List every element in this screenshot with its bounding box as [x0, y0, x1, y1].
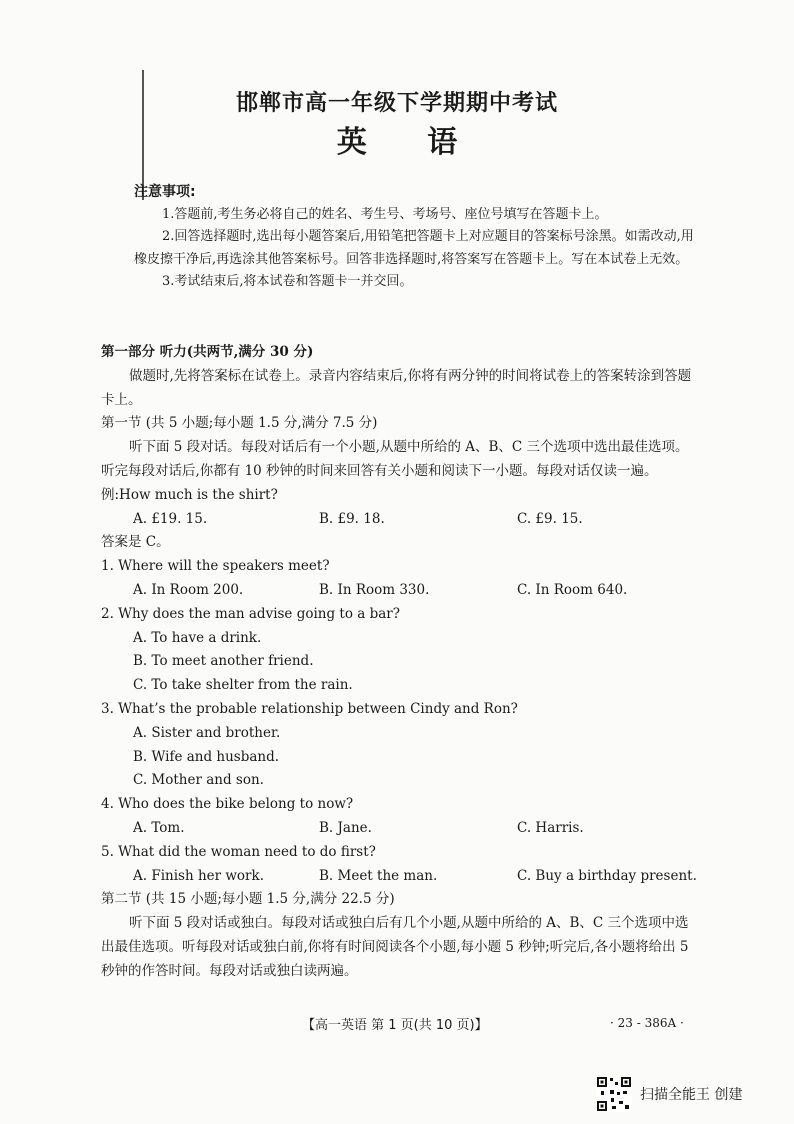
corner-mark: [776, 0, 786, 4]
exam-title: 邯郸市高一年级下学期期中考试: [235, 91, 558, 116]
option: A. Sister and brother.: [133, 724, 281, 741]
options-row: [101, 817, 701, 841]
option: B. Wife and husband.: [133, 748, 280, 765]
part1-intro: 做题时,先将答案标在试卷上。录音内容结束后,你将有两分钟的时间将试卷上的答案转涂到答题卡上。: [101, 367, 692, 408]
subject-title: 英 语: [336, 125, 458, 160]
options-row: [101, 579, 701, 603]
notice-item: 3.考试结束后,将本试卷和答题卡一并交回。: [162, 274, 413, 289]
scanner-watermark: 扫描全能王 创建: [640, 1087, 743, 1103]
option: A. In Room 200.: [133, 581, 244, 598]
exam-content: [101, 341, 701, 984]
option: B. £9. 18.: [319, 510, 385, 527]
part1-heading: 第一部分 听力(共两节,满分 30 分): [101, 344, 314, 360]
option: C. Buy a birthday present.: [517, 867, 697, 884]
notice-item: 1.答题前,考生务必将自己的姓名、考生号、考场号、座位号填写在答题卡上。: [162, 206, 608, 222]
question: 3. What’s the probable relationship between Cindy and Ron?: [101, 700, 518, 717]
options-row: [101, 865, 701, 889]
notice-item: 2.回答选择题时,选出每小题答案后,用铅笔把答题卡上对应题目的答案标号涂黑。如需改动,用橡皮擦干净后,再选涂其他答案标号。回答非选择题时,将答案写在答题卡上。写在本试卷上无效。: [134, 229, 694, 267]
example-options: [101, 508, 701, 532]
section2-intro: 听下面 5 段对话或独白。每段对话或独白后有几个小题,从题中所给的 A、B、C 三个选项中选出最佳选项。听每段对话或独白前,你将有时间阅读各个小题,每小题 5 秒钟;听完后,各小题将给出 5 秒钟的作答时间。每段对话或独白读两遍。: [101, 915, 689, 979]
question: 1. Where will the speakers meet?: [101, 558, 330, 575]
section2-heading: 第二节 (共 15 小题;每小题 1.5 分,满分 22.5 分): [101, 891, 395, 908]
option: C. Mother and son.: [133, 772, 264, 789]
option: B. Jane.: [319, 819, 372, 836]
option: C. In Room 640.: [517, 581, 628, 598]
option: B. Meet the man.: [319, 867, 438, 884]
section1-heading: 第一节 (共 5 小题;每小题 1.5 分,满分 7.5 分): [101, 415, 378, 432]
section1-intro: 听下面 5 段对话。每段对话后有一个小题,从题中所给的 A、B、C 三个选项中选出最佳选项。听完每段对话后,你都有 10 秒钟的时间来回答有关小题和阅读下一小题。每段对话仅读一遍。: [101, 439, 689, 479]
question: 5. What did the woman need to do first?: [101, 843, 376, 860]
notice-block: [134, 181, 694, 294]
option: A. £19. 15.: [133, 510, 208, 527]
question: 4. Who does the bike belong to now?: [101, 796, 354, 813]
option: C. To take shelter from the rain.: [133, 677, 353, 694]
question: 2. Why does the man advise going to a bar?: [101, 605, 400, 622]
notice-heading: 注意事项:: [134, 184, 196, 200]
example-question: 例:How much is the shirt?: [101, 486, 278, 503]
option: B. To meet another friend.: [133, 653, 314, 670]
qr-code-icon: [596, 1076, 632, 1112]
option: C. £9. 15.: [517, 510, 583, 527]
option: A. Finish her work.: [133, 867, 264, 884]
exam-code: · 23 - 386A ·: [610, 1016, 684, 1030]
option: A. To have a drink.: [133, 629, 262, 646]
page-label: 【高一英语 第 1 页(共 10 页)】: [302, 1018, 488, 1033]
option: B. In Room 330.: [319, 581, 430, 598]
option: C. Harris.: [517, 819, 584, 836]
option: A. Tom.: [133, 819, 185, 836]
example-answer: 答案是 C。: [101, 534, 170, 551]
